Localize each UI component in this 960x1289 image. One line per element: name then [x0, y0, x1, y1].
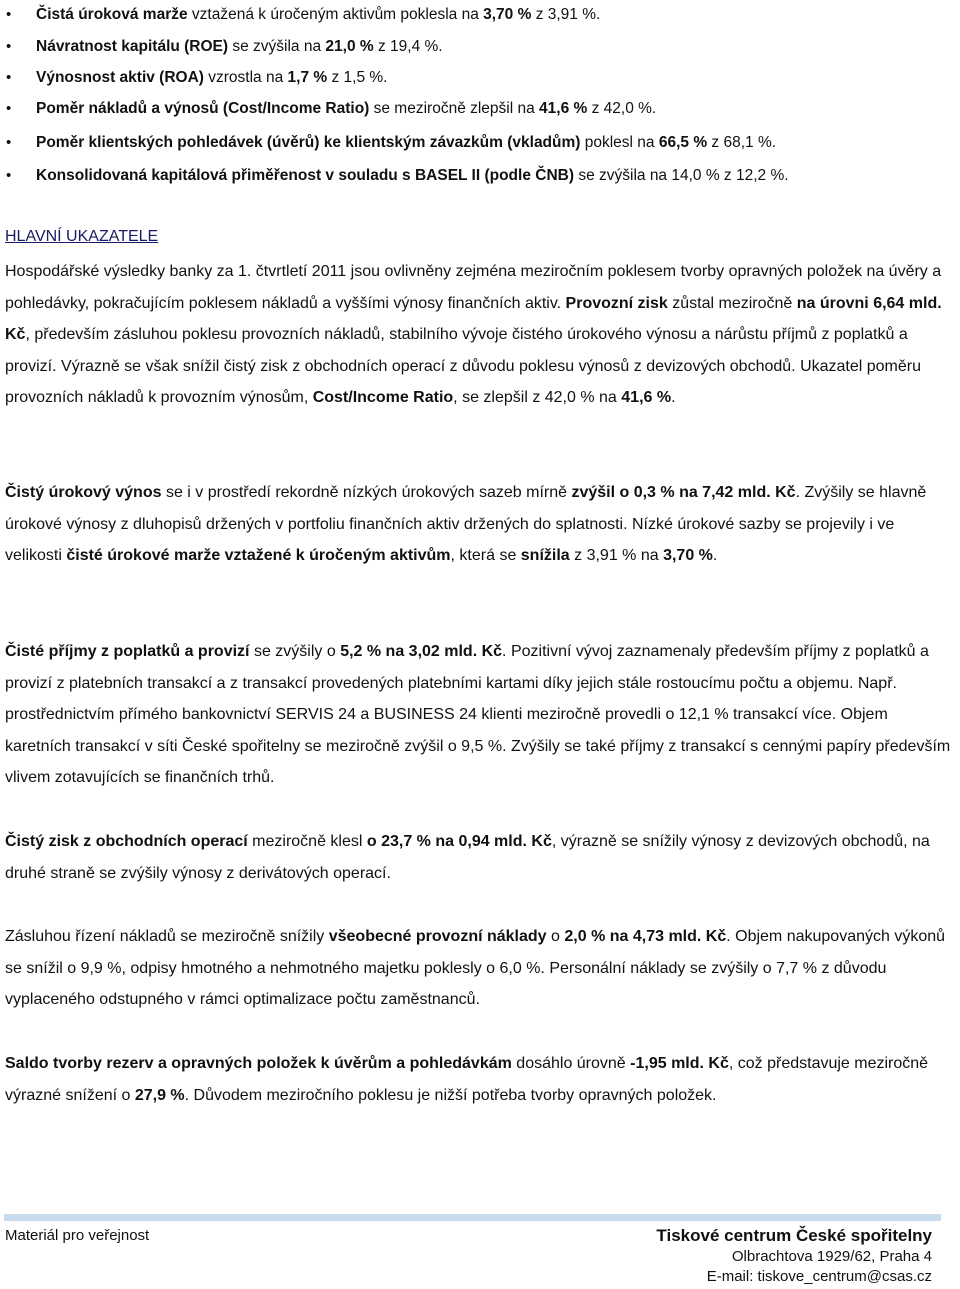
list-item — [36, 5, 951, 25]
text: . — [671, 389, 676, 406]
text: , která se — [450, 547, 521, 564]
bold-text: Poměr nákladů a výnosů (Cost/Income Ratio) — [36, 100, 370, 117]
bold-text: Návratnost kapitálu (ROE) — [36, 38, 229, 55]
paragraph-provisions — [5, 1048, 955, 1111]
bold-text: snížila — [520, 547, 570, 564]
text: se zvýšily o — [249, 643, 341, 660]
text: z 3,91 %. — [531, 6, 601, 23]
text: o — [546, 928, 565, 945]
bold-text: všeobecné provozní náklady — [328, 928, 547, 945]
text: dosáhlo úrovně — [511, 1055, 631, 1072]
footer-email: E-mail: tiskove_centrum@csas.cz — [706, 1268, 932, 1285]
text: . Zvýšily se hlavně úrokové výnosy z dluhopisů držených v portfoliu finančních aktiv držených do splatnosti. Nízké úrokové sazby se projevily i ve velikosti — [5, 484, 927, 564]
bold-text: na úrovni 6,64 mld. Kč — [5, 294, 942, 343]
list-item — [36, 68, 951, 88]
text: meziročně klesl — [247, 833, 367, 850]
text: Hospodářské výsledky banky za 1. čtvrtletí 2011 jsou ovlivněny zejména meziročním poklesem tvorby opravných položek na úvěry a pohledávky, pokračujícím poklesem nákladů a vyššími výnosy finančních aktiv. — [5, 263, 942, 312]
bold-text: Výnosnost aktiv (ROA) — [36, 69, 204, 86]
bold-text: Čistý úrokový výnos — [5, 484, 162, 501]
text: poklesl na — [580, 134, 659, 151]
paragraph-fees — [5, 636, 955, 794]
list-item — [36, 37, 951, 57]
text: se zvýšila na 14,0 % z 12,2 %. — [574, 167, 789, 184]
text: z 42,0 %. — [587, 100, 657, 117]
text: z 3,91 % na — [569, 547, 664, 564]
bold-text: zvýšil o 0,3 % na 7,42 mld. Kč — [571, 484, 796, 501]
text: , především zásluhou poklesu provozních nákladů, stabilního vývoje čistého úrokového výnosu a nárůstu příjmů z poplatků a provizí. Výrazně se však snížil čistý zisk z obchodních operací z důvodu poklesu výnosů z devizových obchodů. Ukazatel poměru provozních nákladů k provozním výnosům, — [5, 326, 922, 406]
bold-text: 41,6 % — [539, 100, 588, 117]
bold-text: -1,95 mld. Kč — [630, 1055, 729, 1072]
bold-text: Saldo tvorby rezerv a opravných položek k úvěrům a pohledávkám — [5, 1055, 512, 1072]
list-item — [36, 166, 951, 186]
bold-text: Čistý zisk z obchodních operací — [5, 833, 248, 850]
text: , výrazně se snížily výnosy z devizových obchodů, na druhé straně se zvýšily výnosy z derivátových operací. — [5, 833, 930, 882]
bold-text: 21,0 % — [325, 38, 374, 55]
bold-text: 5,2 % na 3,02 mld. Kč — [340, 643, 503, 660]
bold-text: 3,70 % — [663, 547, 713, 564]
footer-contact — [656, 1225, 932, 1287]
footer-divider — [4, 1214, 941, 1221]
bold-text: Poměr klientských pohledávek (úvěrů) ke klientským závazkům (vkladům) — [36, 134, 581, 151]
text: se zvýšila na — [228, 38, 326, 55]
text: . Pozitivní vývoj zaznamenaly především příjmy z poplatků a provizí z platebních transakcí a z transakcí provedených platebními kartami díky jejich stále rostoucímu počtu a objemu. Např. prostřednictvím přímého bankovnictví SERVIS 24 a BUSINESS 24 klienti meziročně provedli o 12,1 % transakcí více. Objem karetních transakcí v síti České spořitelny se meziročně zvýšil o 9,5 %. Zvýšily se také příjmy z transakcí s cennými papíry především vlivem zotavujících se finančních trhů. — [5, 643, 951, 786]
footer-disclaimer: Materiál pro veřejnost — [5, 1227, 150, 1244]
text: . — [712, 547, 718, 564]
footer-organization: Tiskové centrum České spořitelny — [656, 1226, 932, 1245]
paragraph-interest-income — [5, 477, 955, 572]
text: se i v prostředí rekordně nízkých úrokových sazeb mírně — [161, 484, 572, 501]
footer-address: Olbrachtova 1929/62, Praha 4 — [731, 1248, 932, 1265]
bold-text: 66,5 % — [658, 134, 708, 151]
text: vzrostla na — [203, 69, 288, 86]
section-heading: HLAVNÍ UKAZATELE — [5, 228, 159, 245]
bold-text: o 23,7 % na 0,94 mld. Kč — [366, 833, 552, 850]
bold-text: 2,0 % na 4,73 mld. Kč — [564, 928, 727, 945]
text: , se zlepšil z 42,0 % na — [453, 389, 622, 406]
bold-text: Čistá úroková marže — [36, 6, 188, 23]
text: se meziročně zlepšil na — [369, 100, 540, 117]
text: . Důvodem meziročního poklesu je nižší potřeba tvorby opravných položek. — [184, 1086, 717, 1104]
paragraph-results — [5, 256, 955, 414]
paragraph-costs — [5, 921, 955, 1016]
text: z 19,4 %. — [373, 38, 443, 55]
text: , což představuje meziročně výrazné snížení o — [5, 1055, 929, 1104]
list-item — [36, 99, 951, 119]
text: Zásluhou řízení nákladů se meziročně snížily — [5, 928, 329, 945]
text: vztažená k úročeným aktivům poklesla na — [187, 6, 484, 23]
bold-text: Cost/Income Ratio — [312, 389, 454, 406]
bold-text: 27,9 % — [134, 1086, 185, 1104]
text: . Objem nakupovaných výkonů se snížil o 9,9 %, odpisy hmotného a nehmotného majetku poklesly o 6,0 %. Personální náklady se zvýšily o 7,7 % z důvodu vyplaceného odstupného v rámci optimalizace počtu zaměstnanců. — [5, 928, 946, 1008]
bold-text: 1,7 % — [287, 69, 328, 86]
text: zůstal meziročně — [667, 294, 797, 312]
bold-text: Čisté příjmy z poplatků a provizí — [5, 643, 250, 660]
text: z 68,1 %. — [707, 134, 777, 151]
text: z 1,5 %. — [327, 69, 388, 86]
bold-text: Konsolidovaná kapitálová přiměřenost v souladu s BASEL II (podle ČNB) — [36, 167, 575, 184]
bold-text: Provozní zisk — [565, 294, 668, 312]
bold-text: 41,6 % — [621, 389, 672, 406]
paragraph-trading — [5, 826, 955, 889]
bold-text: čisté úrokové marže vztažené k úročeným aktivům — [66, 547, 451, 564]
list-item — [36, 133, 951, 153]
bold-text: 3,70 % — [483, 6, 532, 23]
